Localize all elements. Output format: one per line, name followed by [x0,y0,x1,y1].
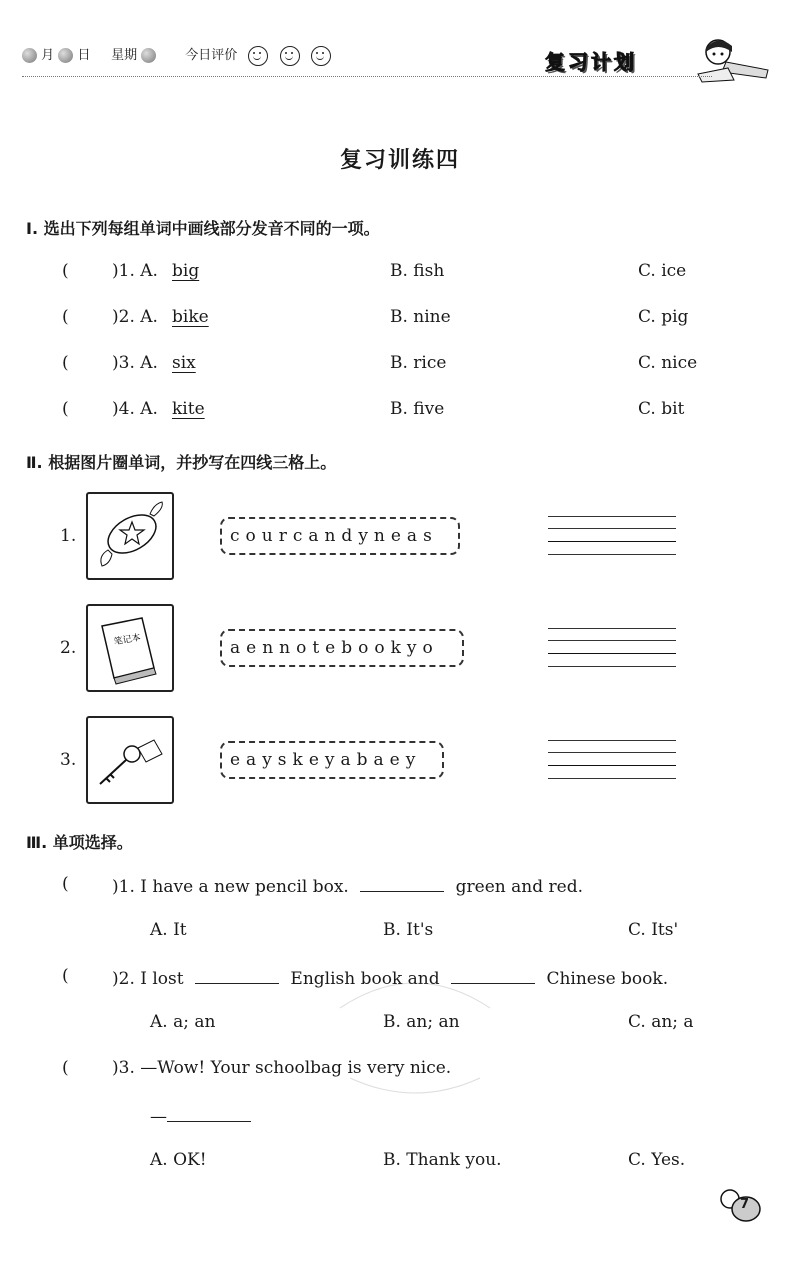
page-number: 7 [740,1197,750,1212]
s3-q2-option-c: C. an; a [628,1012,694,1032]
answer-blank[interactable] [360,874,444,892]
month-dot-icon [22,48,37,63]
smiley-icon [248,46,268,66]
candy-icon [88,494,172,578]
notebook-icon [88,606,172,690]
s3-q2-option-a: A. a; an [150,1012,216,1032]
key-icon [88,718,172,802]
weekday-dot-icon [141,48,156,63]
answer-blank[interactable] [195,966,279,984]
page-title: 复习训练四 [339,148,460,173]
answer-blank[interactable] [167,1104,251,1122]
s3-q2-option-b: B. an; an [383,1012,460,1032]
s1-question-4: ( )4. A. kite B. five C. bit [62,399,685,419]
day-dot-icon [58,48,73,63]
day-label: 日 [77,48,91,63]
rating-label: 今日评价 [185,48,238,63]
s3-q3-option-c: C. Yes. [628,1150,686,1170]
notebook-label: 笔记本 [113,633,142,648]
s3-q3-option-b: B. Thank you. [383,1150,502,1170]
s3-q1-option-b: B. It's [383,920,434,940]
candy-picture-frame [86,492,174,580]
s3-q3-option-a: A. OK! [150,1150,207,1170]
header-divider [22,76,712,77]
page-number-badge [712,1185,766,1225]
s3-question-2: ( )2. I lost English book and Chinese book. [62,966,669,989]
weekday-label: 星期 [111,48,138,63]
notebook-picture-frame [86,604,174,692]
s3-q1-option-c: C. Its' [628,920,679,940]
writing-lines[interactable] [548,516,676,554]
writing-lines[interactable] [548,628,676,666]
word-search-box[interactable]: eayskeyabaey [220,741,444,779]
s2-item-number: 1. [60,526,77,546]
s2-item-number: 3. [60,750,77,770]
month-label: 月 [41,48,55,63]
word-search-box[interactable]: aennotebookyo [220,629,464,667]
s3-question-1: ( )1. I have a new pencil box. green and red. [62,874,583,897]
smiley-icon [280,46,300,66]
review-plan-banner: 复习计划 [545,50,637,74]
key-picture-frame [86,716,174,804]
s3-q3-reply: — [150,1104,251,1127]
s1-question-2: ( )2. A. bike B. nine C. pig [62,307,689,327]
watermark-seal [330,968,500,1098]
section-2-heading: Ⅱ. 根据图片圈单词，并抄写在四线三格上。 [26,453,337,472]
snail-mascot-icon [712,1185,766,1225]
s1-question-1: ( )1. A. big B. fish C. ice [62,261,687,281]
word-search-box[interactable]: courcandyneas [220,517,460,555]
section-1-heading: Ⅰ. 选出下列每组单词中画线部分发音不同的一项。 [26,219,380,238]
s1-question-3: ( )3. A. six B. rice C. nice [62,353,698,373]
smiley-icon [311,46,331,66]
s2-item-number: 2. [60,638,77,658]
s3-question-3: ( )3. —Wow! Your schoolbag is very nice. [62,1058,452,1078]
writing-lines[interactable] [548,740,676,778]
s3-q1-option-a: A. It [150,920,187,940]
section-3-heading: Ⅲ. 单项选择。 [26,833,133,852]
